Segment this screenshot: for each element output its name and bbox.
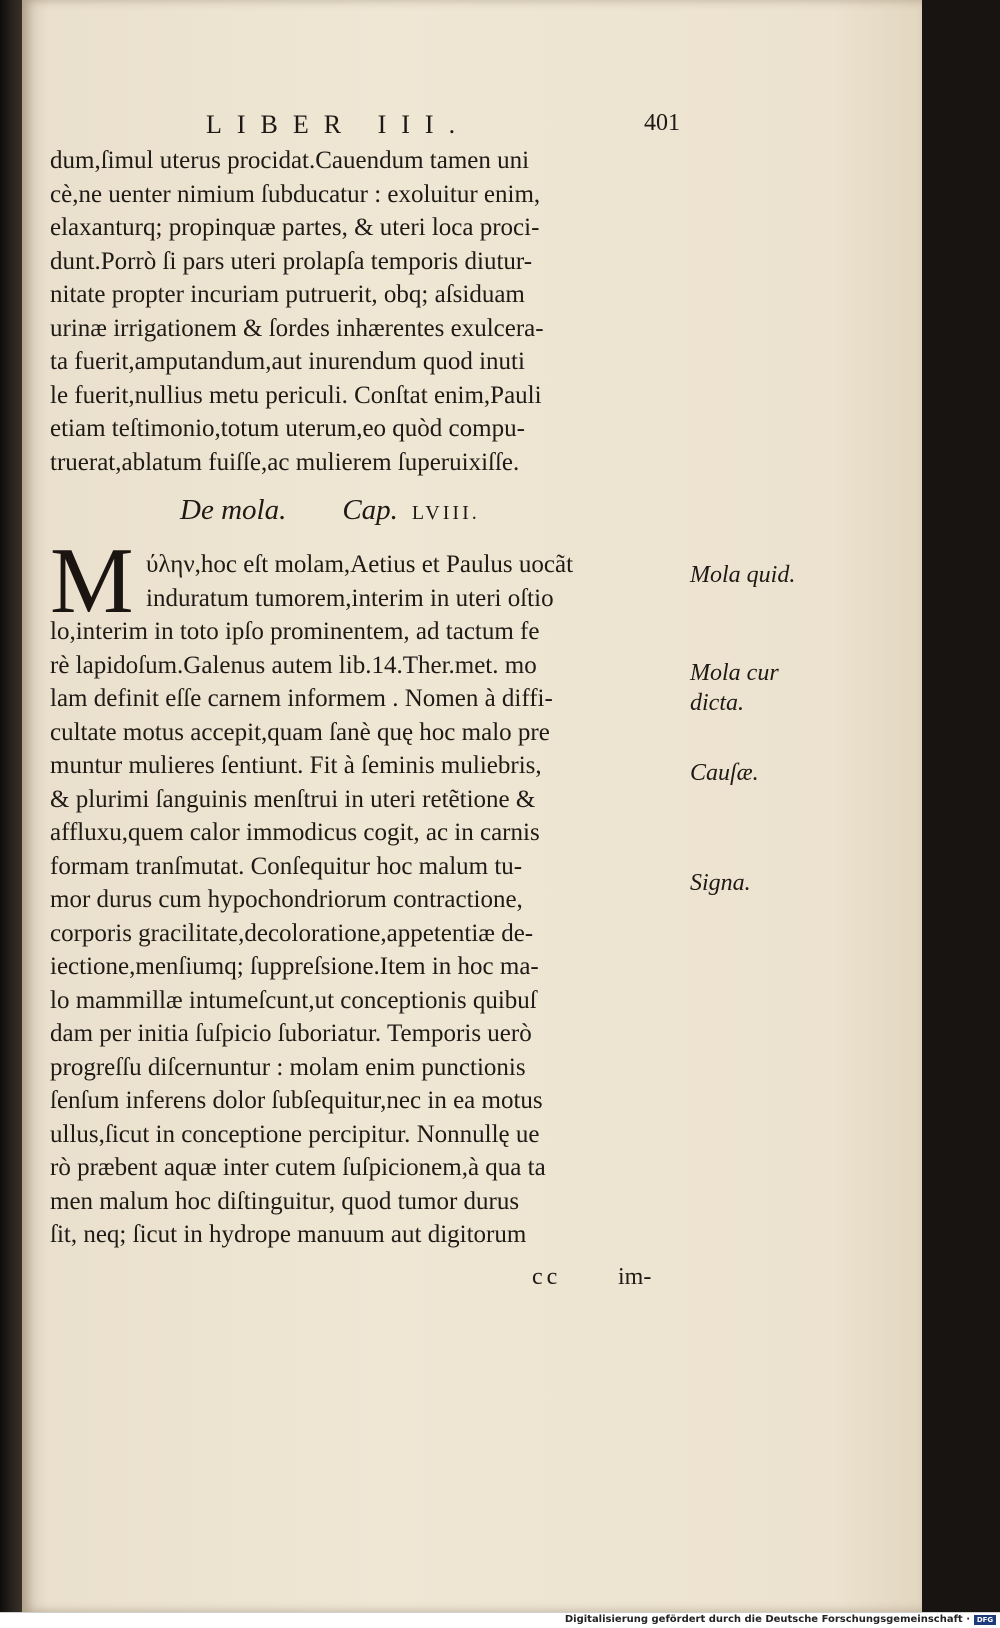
text-line: rè lapidoſum.Galenus autem lib.14.Ther.met. mo [50,651,537,679]
text-line: dam per initia ſuſpicio ſuboriatur. Temporis uerò [50,1020,532,1047]
text-line: ſit, neq; ſicut in hydrope manuum aut digitorum [50,1221,527,1248]
text-line: men malum hoc diſtinguitur, quod tumor durus [50,1187,520,1215]
text-line: induratum tumorem,interim in uteri oſtio [146,584,554,612]
text-line: nitate propter incuriam putruerit, obq; aſsiduam [50,281,525,308]
marginal-note: Mola cur [690,660,779,686]
catchword: im- [618,1264,652,1290]
drop-cap: M [50,529,134,633]
text-line: muntur mulieres ſentiunt. Fit à ſeminis muliebris, [50,752,542,779]
text-line: truerat,ablatum fuiſſe,ac mulierem ſuperuixiſſe. [50,448,520,476]
text-line: le fuerit,nullius metu periculi. Conſtat enim,Pauli [50,381,542,409]
top-paragraph [50,144,690,479]
chapter-title: De mola. [180,494,287,526]
text-line: iectione,menſiumq; ſuppreſsione.Item in hoc ma- [50,953,539,980]
text-line: urinæ irrigationem & ſordes inhærentes exulcera- [50,314,544,342]
chapter-number: LVIII. [411,502,480,524]
text-line: dunt.Porrò ſi pars uteri prolapſa temporis diutur- [50,247,533,275]
marginal-note: Signa. [690,870,751,896]
text-line: cè,ne uenter nimium ſubducatur : exoluitur enim, [50,180,541,208]
scan-background [922,0,1000,1612]
text-line: ta fuerit,amputandum,aut inurendum quod inuti [50,348,525,375]
text-line: ύλην,hoc eſt molam,Aetius et Paulus uocãt [146,551,574,578]
text-line: rò præbent aquæ inter cutem ſuſpicionem,à qua ta [50,1154,546,1181]
running-title: LIBER III. [206,110,471,139]
chapter-cap-label: Cap. [342,494,398,526]
chapter-body [50,548,690,1252]
text-line: lo,interim in toto ipſo prominentem, ad tactum fe [50,618,540,645]
footer-bar [0,1612,1000,1628]
page-number: 401 [644,110,680,136]
signature-mark: cc [532,1264,562,1290]
text-line: cultate motus accepit,quam ſanè quę hoc malo pre [50,718,550,746]
text-line: progreſſu diſcernuntur : molam enim punctionis [50,1053,526,1081]
text-line: corporis gracilitate,decoloratione,appetentiæ de- [50,919,534,947]
text-line: lo mammillæ intumeſcunt,ut conceptionis quibuſ [50,986,537,1014]
text-line: & plurimi ſanguinis menſtrui in uteri retẽtione & [50,785,536,813]
text-line: mor durus cum hypochondriorum contractione, [50,886,523,913]
text-line: formam tranſmutat. Conſequitur hoc malum tu- [50,852,523,880]
text-line: dum,ſimul uterus procidat.Cauendum tamen uni [50,147,530,174]
dfg-logo: DFG [974,1615,996,1625]
footer-credit: Digitalisierung gefördert durch die Deutsche Forschungsgemeinschaft · [564,1614,970,1625]
text-line: elaxanturq; propinquæ partes, & uteri loca proci- [50,214,540,241]
marginal-note: dicta. [690,690,744,716]
marginal-note: Mola quid. [690,562,796,588]
book-gutter [0,0,22,1612]
text-line: affluxu,quem calor immodicus cogit, ac in carnis [50,819,540,846]
text-line: lam definit eſſe carnem informem . Nomen à diffi- [50,685,553,712]
chapter-heading [180,494,480,527]
text-line: ſenſum inferens dolor ſubſequitur,nec in ea motus [50,1087,543,1114]
marginal-note: Cauſæ. [690,760,759,786]
catchline [50,1264,690,1294]
text-line: ullus,ſicut in conceptione percipitur. Nonnullę ue [50,1120,540,1148]
page-header [50,110,690,144]
text-line: etiam teſtimonio,totum uterum,eo quòd compu- [50,415,525,442]
